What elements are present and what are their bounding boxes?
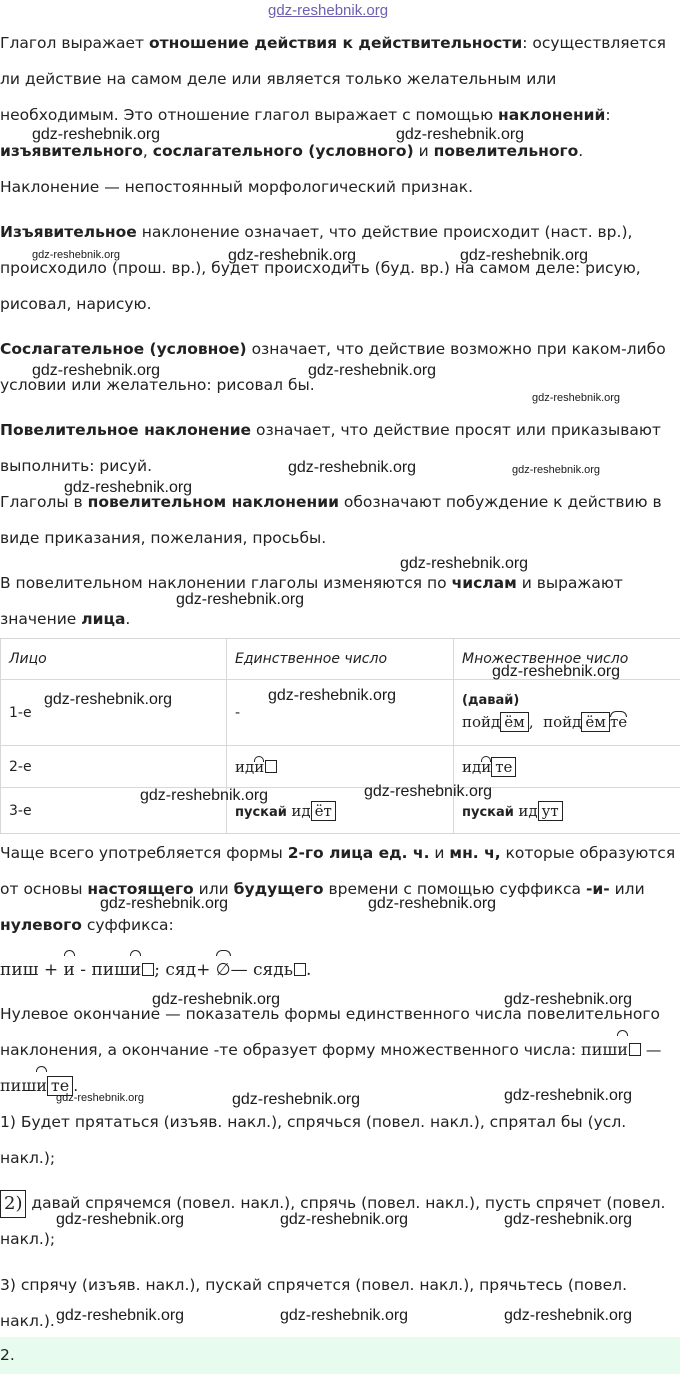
cell-person: 1-е [1,680,227,746]
header-plural: Множественное число [454,639,680,680]
watermark: gdz-reshebnik.org [44,691,173,708]
watermark: gdz-reshebnik.org [532,392,621,404]
cell-singular: пускай ид ёт [227,788,454,834]
intro-paragraph: Глагол выражает отношение действия к действительности: осуществляется ли действие на самом деле или является только желательным или необходимым. Это отношение глагол выражает с помощью наклонений: изъявительного, сослагательного (условного) и повелительного. Наклонение — непостоянный морфологический признак. [0,34,666,196]
imperative-paragraph: Повелительное наклонение означает, что действие просят или приказывают выполнить: рисуй. [0,421,661,475]
answer-3: 3) спрячу (изъяв. накл.), пускай спрячется (повел. накл.), прячьтесь (повел. накл.). [0,1276,628,1330]
table-row [1,788,680,834]
header-singular: Единственное число [227,639,454,680]
watermark: gdz-reshebnik.org [280,1211,409,1228]
next-section-label: 2. [0,1346,15,1364]
watermark: gdz-reshebnik.org [504,1087,633,1104]
conditional-paragraph: Сослагательное (условное) означает, что действие возможно при каком-либо условии или желательно: рисовал бы. [0,340,666,394]
cell-person: 3-е [1,788,227,834]
numbers-paragraph: В повелительном наклонении глаголы изменяются по числам и выражают значение лица. [0,574,623,628]
watermark: gdz-reshebnik.org [504,1307,633,1324]
header-person: Лицо [1,639,227,680]
indicative-paragraph: Изъявительное наклонение означает, что действие происходит (наст. вр.), происходило (прош. вр.), будет происходить (буд. вр.) на самом деле: рисую, рисовал, нарисую. [0,223,641,313]
watermark: gdz-reshebnik.org [308,362,437,379]
watermark: gdz-reshebnik.org [56,1092,145,1104]
watermark: gdz-reshebnik.org [32,249,121,261]
watermark: gdz-reshebnik.org [504,1211,633,1228]
watermark: gdz-reshebnik.org [152,991,281,1008]
formula-line: пиш + и - пиши ; сяд+ ∅— сядь . [0,952,676,988]
watermark: gdz-reshebnik.org [512,464,601,476]
cell-singular: иди [227,746,454,788]
watermark: gdz-reshebnik.org [100,895,229,912]
watermark: gdz-reshebnik.org [268,687,397,704]
watermark: gdz-reshebnik.org [396,126,525,143]
watermark: gdz-reshebnik.org [232,1091,361,1108]
watermark: gdz-reshebnik.org [492,663,621,680]
watermark: gdz-reshebnik.org [288,459,417,476]
watermark: gdz-reshebnik.org [64,479,193,496]
watermark: gdz-reshebnik.org [228,247,357,264]
zero-ending-paragraph: Нулевое окончание — показатель формы единственного числа повелительного наклонения, а окончание -те образует форму множественного числа: пиши — пиши те . [0,996,676,1104]
answer-2: 2) давай спрячемся (повел. накл.), спрячь (повел. накл.), пусть спрячет (повел. накл.); [0,1185,676,1257]
watermark: gdz-reshebnik.org [368,895,497,912]
watermark-top[interactable]: gdz-reshebnik.org [268,2,389,19]
watermark: gdz-reshebnik.org [280,1307,409,1324]
watermark: gdz-reshebnik.org [140,787,269,804]
formation-paragraph: Чаще всего употребляется формы 2-го лица ед. ч. и мн. ч, которые образуются от основы настоящего или будущего времени с помощью суффикса -и- или нулевого суффикса: [0,844,676,934]
watermark: gdz-reshebnik.org [400,555,529,572]
watermark: gdz-reshebnik.org [32,126,161,143]
watermark: gdz-reshebnik.org [56,1211,185,1228]
cell-person: 2-е [1,746,227,788]
cell-plural: иди те [454,746,680,788]
cell-singular: - [227,680,454,746]
watermark: gdz-reshebnik.org [56,1307,185,1324]
imperative-usage-paragraph: Глаголы в повелительном наклонении обозначают побуждение к действию в виде приказания, пожелания, просьбы. [0,493,662,547]
watermark: gdz-reshebnik.org [460,247,589,264]
watermark: gdz-reshebnik.org [32,362,161,379]
answer-1: 1) Будет прятаться (изъяв. накл.), спрячься (повел. накл.), спрятал бы (усл. накл.); [0,1113,627,1167]
watermark: gdz-reshebnik.org [364,783,493,800]
next-section-bar[interactable] [0,1337,680,1374]
table-row [1,746,680,788]
answer-2-number: 2) [0,1190,26,1218]
cell-plural: (давай) пойд ём , пойд ём те [454,680,680,746]
cell-plural: пускай ид ут [454,788,680,834]
watermark: gdz-reshebnik.org [504,991,633,1008]
watermark: gdz-reshebnik.org [176,591,305,608]
